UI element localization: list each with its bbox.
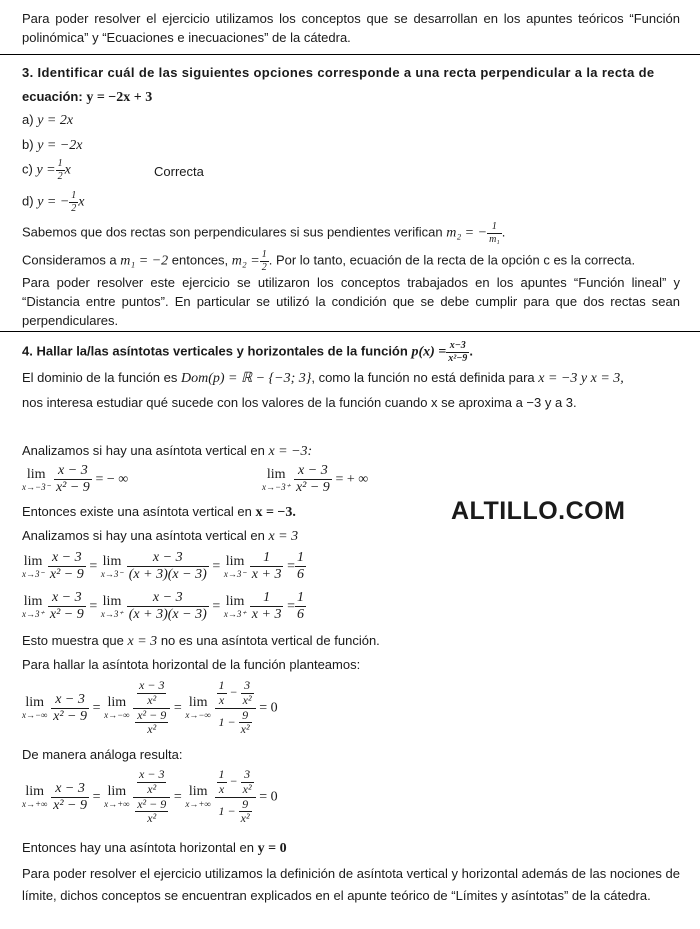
q3-perpendicular-rule: Sabemos que dos rectas son perpendiculares si sus pendientes verifican m₂ = − $\frac{1}{\text{m₁}}$ . xyxy=(22,221,506,245)
watermark-logo: ALTILLO.COM xyxy=(451,497,626,525)
q3-option-a: a) y = 2x xyxy=(22,112,74,128)
q4-analog: De manera análoga resulta: xyxy=(22,747,183,762)
divider xyxy=(0,54,700,55)
q4-domain: El dominio de la función es Dom(p) = ℝ − {−3; 3}, como la función no está definida para x = −3 y x = 3, xyxy=(22,370,624,386)
q3-option-b: b) y = −2x xyxy=(22,137,83,153)
q4-final: Para poder resolver el ejercicio utilizamos la definición de asíntota vertical y horizontal además de las nociones de límite, dichos conceptos se encuentran explicados en el apunte teórico de “Límites y asíntotas” de la cátedra. xyxy=(22,866,680,903)
divider xyxy=(0,331,700,332)
limit-right-3: lim x→3⁺ $\frac{x - 3}{\text{x² − 9}}$ = lim x→3⁺ $\frac{x - 3}{(x + 3)(x - 3)}$ = lim x→3⁺ $\frac{1}{x + 3}$ = $\frac{1}{6}$ xyxy=(22,590,304,623)
limit-left-minus3: lim x→−3⁻ $\frac{x - 3}{\text{x² − 9}}$ = − ∞ xyxy=(22,463,129,496)
q3-option-d: d) y = − $\frac{1}{2}$ x xyxy=(22,190,85,214)
correct-label: Correcta xyxy=(154,164,204,179)
q3-option-c: c) y = $\frac{1}{2}$ x xyxy=(22,158,71,182)
q4-av2-intro: Analizamos si hay una asíntota vertical en x = 3 xyxy=(22,528,299,544)
limit-plus-infinity: lim x→+∞ $\frac{x - 3}{\text{x² − 9}}$ = lim x→+∞ $\frac{\frac{x - 3}{\text{x²}}}{\frac{\text{x² − 9}}{\text{x²}}}$ = lim x→+∞ $\frac{1}{x}$ − $\frac{3}{\text{x²}}$ 1 − $\frac{9}{\text{x²}}$ = 0 xyxy=(22,767,278,826)
q4-ah-intro: Para hallar la asíntota horizontal de la función planteamos: xyxy=(22,657,361,672)
q4-title: 4. Hallar la/las asíntotas verticales y horizontales de la función p(x) = $\frac{x-3}{\text{x²−9}}$ . xyxy=(22,340,473,364)
limit-left-3: lim x→3⁻ $\frac{x - 3}{\text{x² − 9}}$ = lim x→3⁻ $\frac{x - 3}{(x + 3)(x - 3)}$ = lim x→3⁻ $\frac{1}{x + 3}$ = $\frac{1}{6}$ xyxy=(22,550,304,583)
q4-ah-conclusion: Entonces hay una asíntota horizontal en y = 0 xyxy=(22,840,287,856)
q4-domain-line2: nos interesa estudiar qué sucede con los valores de la función cuando x se aproxima a −3 y a 3. xyxy=(22,395,577,410)
q3-conclusion: Para poder resolver este ejercicio se utilizaron los conceptos trabajados en los apuntes “Función lineal” y “Distancia entre puntos”. En particular se utilizó la condición que se debe cumplir para que dos rectas sean perpendiculares. xyxy=(22,275,680,328)
q4-av1-intro: Analizamos si hay una asíntota vertical en x = −3: xyxy=(22,443,313,459)
q4-av1-conclusion: Entonces existe una asíntota vertical en x = −3. xyxy=(22,504,296,520)
limit-right-minus3: lim x→−3⁺ $\frac{x - 3}{\text{x² − 9}}$ = + ∞ xyxy=(262,463,369,496)
q3-title-line2: ecuación: y = −2x + 3 xyxy=(22,89,153,105)
limit-minus-infinity: lim x→−∞ $\frac{x - 3}{\text{x² − 9}}$ = lim x→−∞ $\frac{\frac{x - 3}{\text{x²}}}{\frac{\text{x² − 9}}{\text{x²}}}$ = lim x→−∞ $\frac{1}{x}$ − $\frac{3}{\text{x²}}$ 1 − $\frac{9}{\text{x²}}$ = 0 xyxy=(22,678,278,737)
q4-av2-conclusion: Esto muestra que x = 3 no es una asíntota vertical de función. xyxy=(22,633,380,649)
q3-consider: Consideramos a m₁ = −2 entonces, m₂ = $\frac{1}{2}$ . Por lo tanto, ecuación de la recta de la opción c es la correcta. xyxy=(22,249,636,273)
q3-equation: y = −2x + 3 xyxy=(86,90,153,105)
q3-title: 3. Identificar cuál de las siguientes opciones corresponde a una recta perpendicular a la recta de xyxy=(22,65,655,80)
intro-paragraph: Para poder resolver el ejercicio utilizamos los conceptos que se desarrollan en los apuntes teóricos “Función polinómica” y “Ecuaciones e inecuaciones” de la cátedra. xyxy=(22,11,680,45)
